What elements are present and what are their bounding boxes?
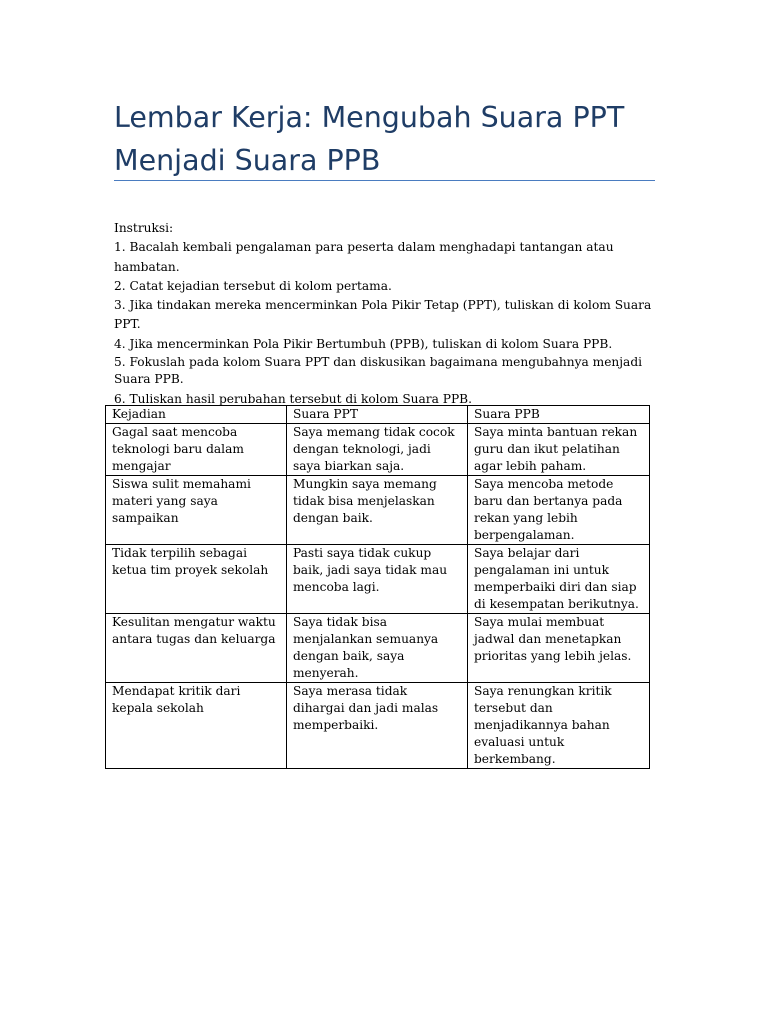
instruction-item: 1. Bacalah kembali pengalaman para peserta dalam menghadapi tantangan atau hambatan. bbox=[114, 240, 614, 274]
header-suara-ppt: Suara PPT bbox=[287, 406, 468, 424]
cell-kejadian: Tidak terpilih sebagai ketua tim proyek sekolah bbox=[106, 545, 287, 614]
table-row bbox=[106, 545, 650, 614]
cell-suara-ppb: Saya mencoba metode baru dan bertanya pada rekan yang lebih berpengalaman. bbox=[468, 476, 650, 545]
instruction-item: 2. Catat kejadian tersebut di kolom pertama. bbox=[114, 278, 392, 293]
cell-suara-ppt: Saya tidak bisa menjalankan semuanya dengan baik, saya menyerah. bbox=[287, 614, 468, 683]
table-row bbox=[106, 614, 650, 683]
table-header-row bbox=[106, 406, 650, 424]
table-row bbox=[106, 476, 650, 545]
cell-kejadian: Gagal saat mencoba teknologi baru dalam mengajar bbox=[106, 424, 287, 476]
instruction-item: 4. Jika mencerminkan Pola Pikir Bertumbuh (PPB), tuliskan di kolom Suara PPB. bbox=[114, 336, 613, 351]
cell-suara-ppt: Pasti saya tidak cukup baik, jadi saya tidak mau mencoba lagi. bbox=[287, 545, 468, 614]
instruction-item: 5. Fokuslah pada kolom Suara PPT dan diskusikan bagaimana mengubahnya menjadi Suara PPB. bbox=[114, 355, 643, 387]
cell-suara-ppt: Mungkin saya memang tidak bisa menjelaskan dengan baik. bbox=[287, 476, 468, 545]
instructions-section bbox=[114, 219, 662, 409]
instruction-list bbox=[114, 238, 662, 409]
cell-suara-ppb: Saya minta bantuan rekan guru dan ikut pelatihan agar lebih paham. bbox=[468, 424, 650, 476]
cell-suara-ppb: Saya renungkan kritik tersebut dan menjadikannya bahan evaluasi untuk berkembang. bbox=[468, 683, 650, 769]
header-kejadian: Kejadian bbox=[106, 406, 287, 424]
header-suara-ppb: Suara PPB bbox=[468, 406, 650, 424]
table-row bbox=[106, 424, 650, 476]
instruction-item: 3. Jika tindakan mereka mencerminkan Pola Pikir Tetap (PPT), tuliskan di kolom Suara PPT. bbox=[114, 298, 652, 332]
cell-suara-ppt: Saya memang tidak cocok dengan teknologi, jadi saya biarkan saja. bbox=[287, 424, 468, 476]
cell-kejadian: Kesulitan mengatur waktu antara tugas dan keluarga bbox=[106, 614, 287, 683]
cell-kejadian: Mendapat kritik dari kepala sekolah bbox=[106, 683, 287, 769]
instructions-heading: Instruksi: bbox=[114, 221, 174, 235]
cell-kejadian: Siswa sulit memahami materi yang saya sampaikan bbox=[106, 476, 287, 545]
cell-suara-ppt: Saya merasa tidak dihargai dan jadi malas memperbaiki. bbox=[287, 683, 468, 769]
table-row bbox=[106, 683, 650, 769]
instruction-item: 6. Tuliskan hasil perubahan tersebut di kolom Suara PPB. bbox=[114, 392, 472, 407]
page-title: Lembar Kerja: Mengubah Suara PPT Menjadi Suara PPB bbox=[114, 101, 625, 177]
voice-change-table bbox=[105, 405, 650, 769]
title-underline-divider bbox=[114, 180, 655, 181]
cell-suara-ppb: Saya belajar dari pengalaman ini untuk memperbaiki diri dan siap di kesempatan berikutnya. bbox=[468, 545, 650, 614]
cell-suara-ppb: Saya mulai membuat jadwal dan menetapkan prioritas yang lebih jelas. bbox=[468, 614, 650, 683]
